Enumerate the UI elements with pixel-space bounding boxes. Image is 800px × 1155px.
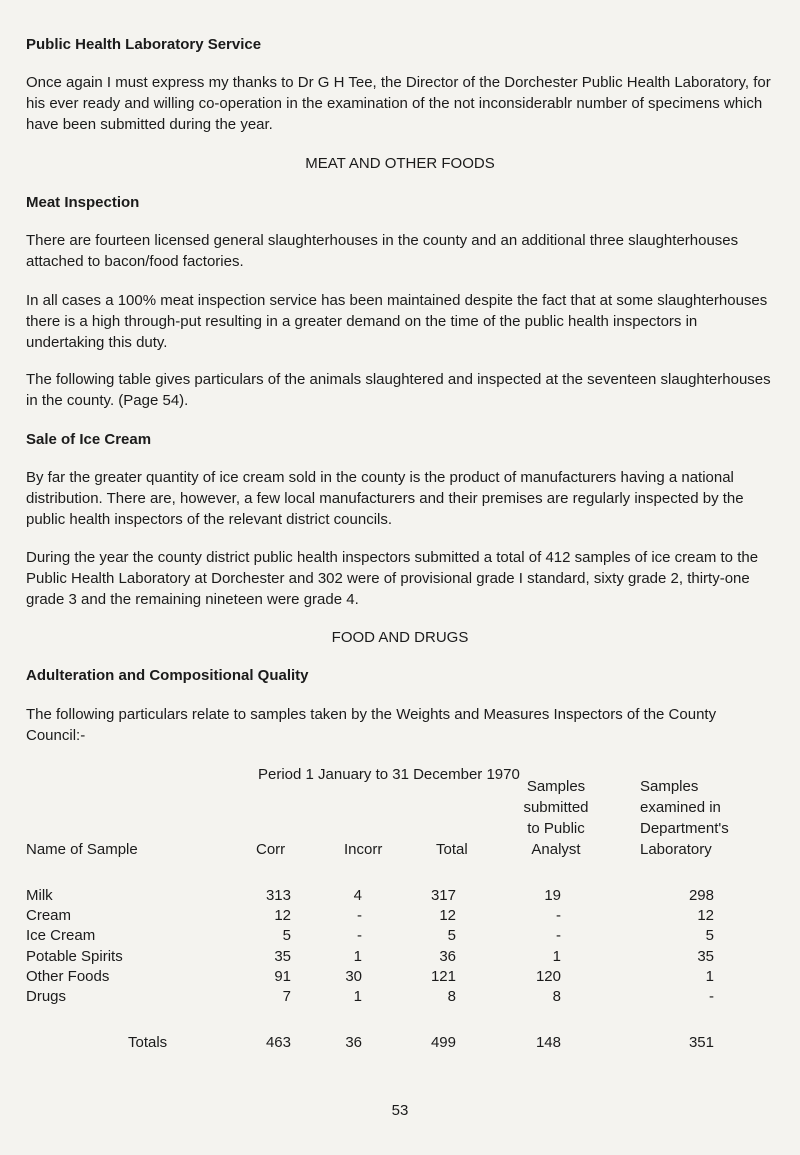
row-examined: 5 (705, 927, 714, 944)
header-name: Name of Sample (26, 841, 138, 858)
section-title-food-drugs: FOOD AND DRUGS (331, 629, 469, 646)
totals-corr: 463 (265, 1034, 291, 1051)
row-total: 121 (430, 968, 456, 985)
row-corr: 12 (274, 907, 291, 924)
row-name: Milk (26, 887, 53, 904)
meat-inspection-heading: Meat Inspection (26, 194, 140, 211)
row-examined: 1 (705, 968, 714, 985)
header-total: Total (436, 841, 468, 858)
row-total: 12 (439, 907, 456, 924)
section-title-meat: MEAT AND OTHER FOODS (305, 155, 495, 172)
row-submitted: 120 (535, 968, 561, 985)
row-total: 36 (439, 948, 456, 965)
row-examined: - (709, 988, 714, 1005)
row-corr: 5 (282, 927, 291, 944)
row-examined: 298 (688, 887, 714, 904)
header-examined-2: examined in (640, 799, 721, 816)
row-submitted: 19 (544, 887, 561, 904)
header-incorr: Incorr (344, 841, 383, 858)
row-incorr: - (357, 927, 362, 944)
row-incorr: - (357, 907, 362, 924)
row-name: Ice Cream (26, 927, 96, 944)
row-incorr: 1 (353, 988, 362, 1005)
totals-incorr: 36 (345, 1034, 362, 1051)
row-submitted: - (556, 907, 561, 924)
totals-submitted: 148 (535, 1034, 561, 1051)
header-submitted-1: Samples (526, 778, 586, 795)
section-heading-phls: Public Health Laboratory Service (26, 36, 262, 53)
header-submitted-4: Analyst (531, 841, 581, 858)
header-corr: Corr (256, 841, 286, 858)
adulteration-heading: Adulteration and Compositional Quality (26, 667, 309, 684)
row-name: Drugs (26, 988, 67, 1005)
row-incorr: 4 (353, 887, 362, 904)
ice-cream-paragraph-2: During the year the county district public health inspectors submitted a total of 412 samples of ice cream to the Public Health Laboratory at Dorchester and 302 were of provisional grade I standard, sixty grade 2, thirty-one grade 3 and the remaining nineteen were grade 4. (26, 549, 759, 608)
adulteration-paragraph: The following particulars relate to samples taken by the Weights and Measures Inspectors of the County Council:- (26, 706, 717, 744)
header-examined-1: Samples (640, 778, 699, 795)
header-examined-3: Department's (640, 820, 729, 837)
ice-cream-heading: Sale of Ice Cream (26, 431, 152, 448)
meat-paragraph-1: There are fourteen licensed general slaughterhouses in the county and an additional three slaughterhouses attached to bacon/food factories. (26, 232, 739, 270)
intro-paragraph: Once again I must express my thanks to Dr G H Tee, the Director of the Dorchester Public Health Laboratory, for his ever ready and willing co-operation in the examination of the not inconsiderablr number of specimens which have been submitted during the year. (26, 74, 771, 133)
row-name: Cream (26, 907, 72, 924)
row-corr: 35 (274, 948, 291, 965)
row-total: 5 (447, 927, 456, 944)
row-submitted: 8 (552, 988, 561, 1005)
header-submitted-2: submitted (523, 799, 589, 816)
totals-label: Totals (128, 1034, 168, 1051)
row-submitted: - (556, 927, 561, 944)
row-examined: 35 (697, 948, 714, 965)
period-caption: Period 1 January to 31 December 1970 (258, 766, 520, 783)
header-submitted-3: to Public (527, 820, 585, 837)
page-number: 53 (391, 1102, 409, 1119)
row-corr: 7 (282, 988, 291, 1005)
row-total: 317 (430, 887, 456, 904)
totals-examined: 351 (688, 1034, 714, 1051)
row-examined: 12 (697, 907, 714, 924)
header-examined-4: Laboratory (640, 841, 712, 858)
totals-total: 499 (430, 1034, 456, 1051)
row-name: Potable Spirits (26, 948, 123, 965)
row-incorr: 1 (353, 948, 362, 965)
meat-paragraph-3: The following table gives particulars of the animals slaughtered and inspected at the seventeen slaughterhouses in the county. (Page 54). (26, 371, 771, 409)
meat-paragraph-2: In all cases a 100% meat inspection service has been maintained despite the fact that at some slaughterhouses there is a high through-put resulting in a greater demand on the time of the public health inspectors in undertaking this duty. (26, 292, 768, 351)
row-submitted: 1 (552, 948, 561, 965)
ice-cream-paragraph-1: By far the greater quantity of ice cream sold in the county is the product of manufacturers having a national distribution. There are, however, a few local manufacturers and their premises are regularly inspected by the public health inspectors of the relevant district councils. (26, 469, 744, 528)
row-total: 8 (447, 988, 456, 1005)
row-name: Other Foods (26, 968, 110, 985)
row-incorr: 30 (345, 968, 362, 985)
row-corr: 91 (274, 968, 291, 985)
row-corr: 313 (265, 887, 291, 904)
